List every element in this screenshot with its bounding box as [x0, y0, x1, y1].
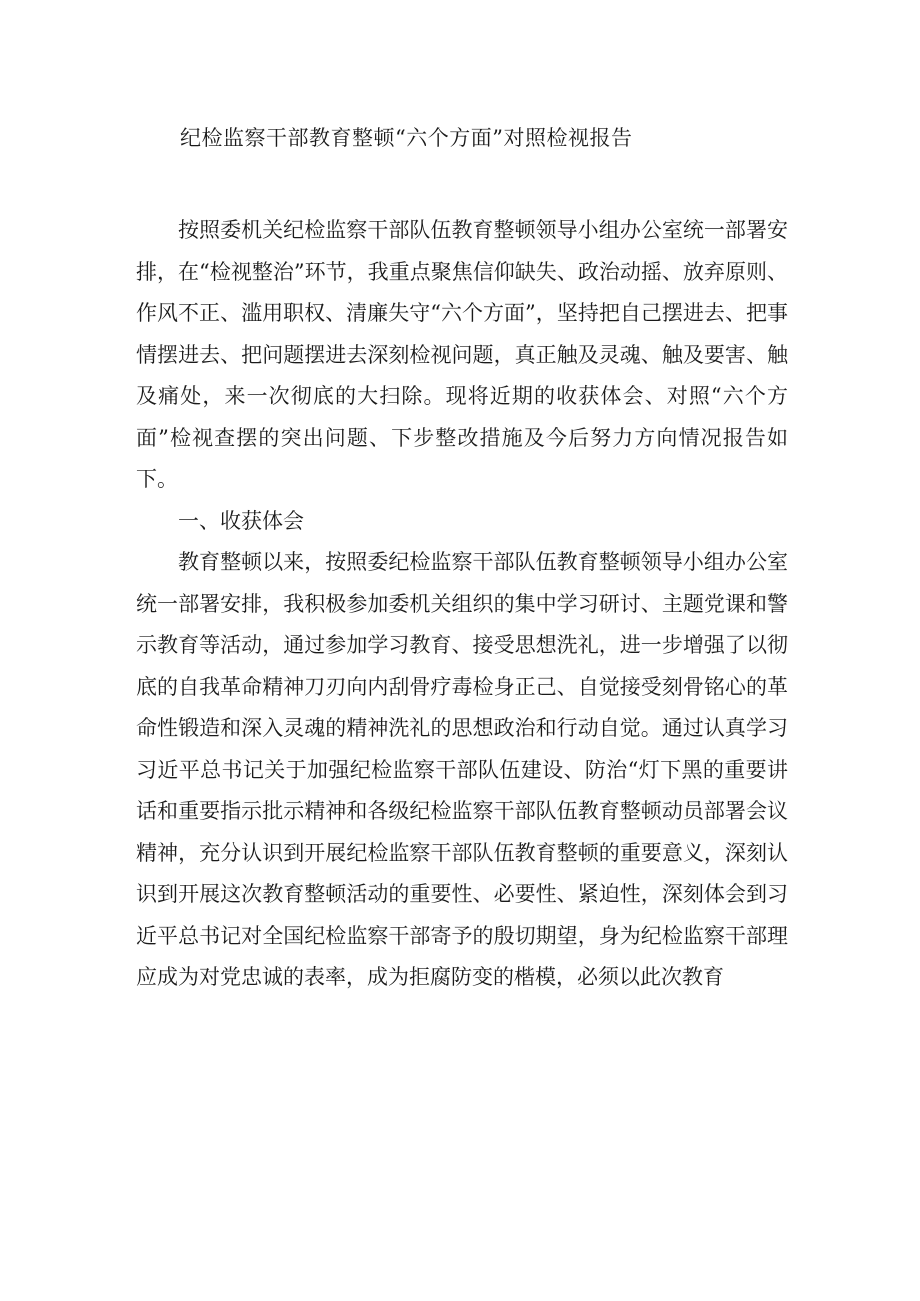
document-title: 纪检监察干部教育整顿“六个方面”对照检视报告 — [180, 126, 633, 150]
document-body — [136, 210, 788, 999]
section-heading-harvest: 一、收获体会 — [178, 508, 304, 533]
paragraph-harvest: 教育整顿以来，按照委纪检监察干部队伍教育整顿领导小组办公室统一部署安排，我积极参加委机关组织的集中学习研讨、主题党课和警示教育等活动，通过参加学习教育、接受思想洗礼，进一步增强了以彻底的自我革命精神刀刃向内刮骨疗毒检身正己、自觉接受刻骨铭心的革命性锻造和深入灵魂的精神洗礼的思想政治和行动自觉。通过认真学习习近平总书记关于加强纪检监察干部队伍建设、防治“灯下黑的重要讲话和重要指示批示精神和各级纪检监察干部队伍教育整顿动员部署会议精神，充分认识到开展纪检监察干部队伍教育整顿的重要意义，深刻认识到开展这次教育整顿活动的重要性、必要性、紧迫性，深刻体会到习近平总书记对全国纪检监察干部寄予的殷切期望，身为纪检监察干部理应成为对党忠诚的表率，成为拒腐防变的楷模，必须以此次教育 — [136, 550, 788, 989]
paragraph-intro: 按照委机关纪检监察干部队伍教育整顿领导小组办公室统一部署安排，在“检视整治”环节，我重点聚焦信仰缺失、政治动摇、放弃原则、作风不正、滥用职权、清廉失守“六个方面”，坚持把自己摆进去、把事情摆进去、把问题摆进去深刻检视问题，真正触及灵魂、触及要害、触及痛处，来一次彻底的大扫除。现将近期的收获体会、对照“六个方面”检视查摆的突出问题、下步整改措施及今后努力方向情况报告如下。 — [136, 218, 788, 491]
